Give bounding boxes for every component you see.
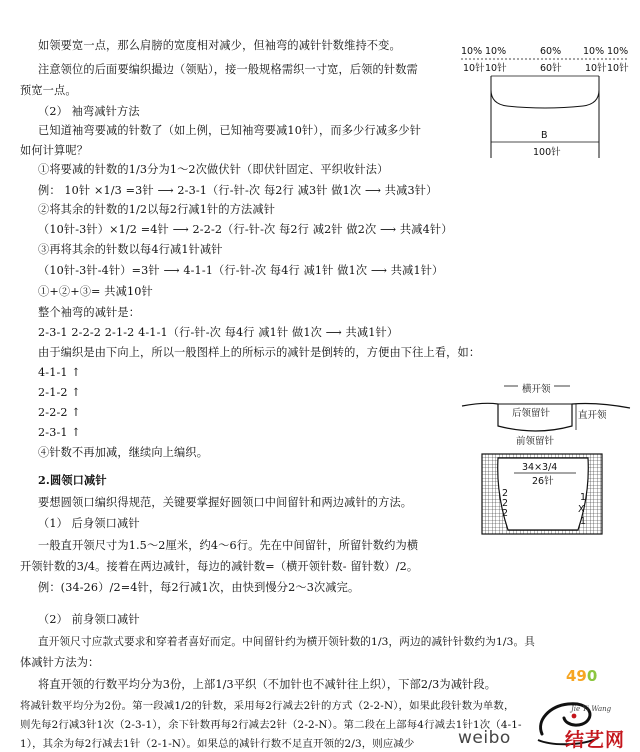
grid-formula-label: 34×3/4 bbox=[522, 462, 558, 473]
shoulder-stitch-label: 10针 bbox=[485, 63, 507, 74]
section-heading: （2） 袖弯减针方法 bbox=[38, 105, 140, 118]
grid-left-mark: 2 bbox=[502, 508, 509, 519]
text-line: （10针-3针-4针）=3针 ⟶ 4-1-1（行-针-次 每4行 减1针 做1次 ⟶ 共减1针） bbox=[38, 264, 444, 277]
text-line: 已知道袖弯要减的针数了（如上例，已知袖弯要减10针），而多少行减多少针 bbox=[38, 124, 422, 137]
grid-value-label: 26针 bbox=[532, 476, 554, 487]
text-line: ④针数不再加减，继续向上编织。 bbox=[38, 446, 209, 459]
text-line: 如何计算呢？ bbox=[20, 144, 89, 157]
text-line: 将减针数平均分为2份。第一段减1/2的针数，采用每2行减去2针的方式（2-2-N），如果此段针数为单数， bbox=[20, 700, 515, 712]
section-heading: （1） 后身领口减针 bbox=[38, 517, 140, 530]
text-line: ③再将其余的针数以每4行减1针减针 bbox=[38, 243, 223, 256]
shoulder-center-label: B bbox=[541, 130, 548, 141]
shoulder-figure bbox=[455, 38, 635, 163]
grid-right-mark: 1 bbox=[580, 492, 587, 503]
text-line: 如领要宽一点，那么肩膀的宽度相对减少，但袖弯的减针针数维持不变。 bbox=[38, 39, 401, 52]
text-line: 要想圆领口编织得规范，关键要掌握好圆领口中间留针和两边减针的方法。 bbox=[38, 496, 413, 509]
text-line: ①+②+③= 共减10针 bbox=[38, 285, 153, 298]
text-line: （10针-3针）×1/2 =4针 ⟶ 2-2-2（行-针-次 每2行 减2针 做2次 ⟶ 共减4针） bbox=[38, 223, 453, 236]
text-line: 注意领位的后面要编织撮边（领贴），接一般规格需织一寸宽，后领的针数需 bbox=[38, 63, 418, 76]
section-heading: （2） 前身领口减针 bbox=[38, 613, 140, 626]
shoulder-stitch-label: 60针 bbox=[540, 63, 562, 74]
shoulder-pct-label: 10% bbox=[461, 46, 483, 57]
collar-depth-label: 直开领 bbox=[578, 410, 607, 421]
shoulder-pct-label: 60% bbox=[540, 46, 562, 57]
shoulder-pct-label: 10% bbox=[583, 46, 605, 57]
text-line: 2-3-1 2-2-2 2-1-2 4-1-1（行-针-次 每4行 减1针 做1次 ⟶ 共减1针） bbox=[38, 326, 399, 339]
text-line: 预宽一点。 bbox=[20, 84, 77, 97]
collar-back-label: 后领留针 bbox=[512, 408, 551, 419]
text-line: 则先每2行减3针1次（2-3-1），余下针数再每2行减去2针（2-2-N）。第二段在上部每4行减去1针1次（4-1- bbox=[20, 719, 522, 731]
collar-width-label: 横开领 bbox=[522, 384, 551, 395]
text-line: 一般直开领尺寸为1.5～2厘米，约4～6行。先在中间留针，所留针数约为横 bbox=[38, 539, 419, 552]
text-line: 2-2-2 ↑ bbox=[38, 406, 81, 419]
text-line: 2-3-1 ↑ bbox=[38, 426, 81, 439]
text-line: 1），其余为每2行减去1针（2-1-N）。如果总的减针行数不足直开领的2/3，则应减少 bbox=[20, 738, 415, 750]
logo-text: 结艺网 bbox=[565, 729, 626, 751]
section-heading: 2.圆领口减针 bbox=[38, 473, 107, 487]
weibo-watermark: weibo bbox=[458, 728, 511, 748]
text-line: 例：(34-26）/2=4针，每2行减1次，由快到慢分2～3次减完。 bbox=[38, 581, 360, 594]
text-line: 由于编织是由下向上，所以一般图样上的所标示的减针是倒转的，方便由下往上看，如： bbox=[38, 346, 481, 359]
grid-left-mark: 2 bbox=[502, 498, 509, 509]
text-line: 将直开领的行数平均分为3份，上部1/3平织（不加针也不减针往上织），下部2/3为减针段。 bbox=[38, 678, 497, 691]
text-line: 整个袖弯的减针是： bbox=[38, 306, 141, 319]
text-line: 2-1-2 ↑ bbox=[38, 386, 81, 399]
shoulder-pct-label: 10% bbox=[485, 46, 507, 57]
text-line: 体减针方法为： bbox=[20, 656, 100, 669]
grid-left-mark: 2 bbox=[502, 488, 509, 499]
collar-figure bbox=[460, 378, 638, 450]
text-line: 例： 10针 ×1/3 =3针 ⟶ 2-3-1（行-针-次 每2行 减3针 做1次 ⟶ 共减3针） bbox=[38, 184, 438, 197]
shoulder-stitch-label: 10针 bbox=[585, 63, 607, 74]
grid-right-mark: X bbox=[578, 504, 585, 515]
text-line: 4-1-1 ↑ bbox=[38, 366, 81, 379]
text-line: ①将要减的针数的1/3分为1～2次做伏针（即伏针固定、平织收针法） bbox=[38, 163, 389, 176]
shoulder-stitch-label: 10针 bbox=[607, 63, 629, 74]
collar-front-label: 前领留针 bbox=[516, 436, 555, 447]
text-line: 直开领尺寸应款式要求和穿着者喜好而定。中间留针约为横开领针数的1/3，两边的减针针数约为1/3。具 bbox=[38, 636, 535, 648]
logo-number: 490 bbox=[566, 667, 598, 685]
grid-right-mark: 1 bbox=[580, 516, 587, 527]
text-line: 开领针数的3/4。接着在两边减针，每边的减针数=（横开领针数- 留针数）/2。 bbox=[20, 560, 419, 573]
shoulder-pct-label: 10% bbox=[607, 46, 629, 57]
shoulder-stitch-label: 10针 bbox=[463, 63, 485, 74]
neckline-grid-figure bbox=[478, 450, 618, 542]
shoulder-bottom-label: 100针 bbox=[533, 147, 561, 158]
text-line: ②将其余的针数的1/2以每2行减1针的方法减针 bbox=[38, 203, 276, 216]
logo-subtitle: Jie Yi Wang bbox=[571, 705, 612, 713]
